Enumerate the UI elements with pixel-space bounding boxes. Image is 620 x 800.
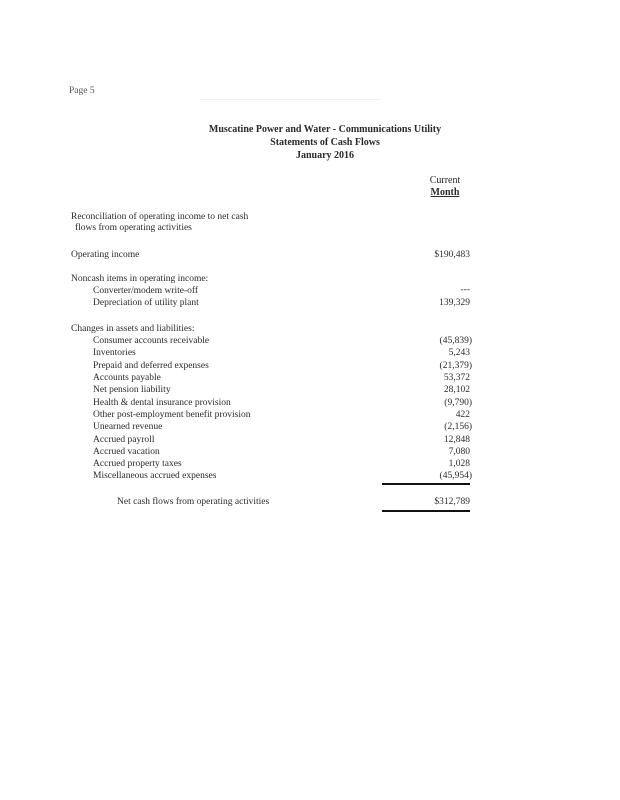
changes-label: Accrued property taxes bbox=[93, 459, 182, 469]
reconciliation-heading-line2: flows from operating activities bbox=[75, 223, 192, 233]
changes-value: 53,372 bbox=[443, 373, 470, 383]
changes-value: 422 bbox=[455, 410, 470, 420]
operating-income-label: Operating income bbox=[71, 250, 140, 260]
changes-value: 28,102 bbox=[443, 385, 470, 395]
changes-label: Inventories bbox=[93, 348, 136, 358]
noncash-label: Depreciation of utility plant bbox=[93, 298, 199, 308]
noncash-heading: Noncash items in operating income: bbox=[71, 274, 209, 284]
changes-label: Other post-employment benefit provision bbox=[93, 410, 251, 420]
changes-label: Health & dental insurance provision bbox=[93, 398, 231, 408]
changes-value: 12,848 bbox=[443, 435, 470, 445]
reconciliation-heading-line1: Reconciliation of operating income to net cash bbox=[71, 212, 249, 222]
column-header-current: Current bbox=[429, 175, 461, 186]
statement-period: January 2016 bbox=[295, 150, 355, 161]
company-title: Muscatine Power and Water - Communications Utility bbox=[208, 124, 442, 135]
changes-value: 1,028 bbox=[448, 459, 470, 469]
subtotal-rule bbox=[382, 483, 470, 485]
total-label: Net cash flows from operating activities bbox=[117, 497, 270, 507]
changes-label: Unearned revenue bbox=[93, 422, 163, 432]
changes-label: Net pension liability bbox=[93, 385, 171, 395]
page-label: Page 5 bbox=[69, 86, 95, 96]
changes-heading: Changes in assets and liabilities: bbox=[71, 324, 195, 334]
changes-label: Accrued vacation bbox=[93, 447, 160, 457]
operating-income-value: $190,483 bbox=[434, 250, 470, 260]
column-header-month: Month bbox=[430, 187, 460, 198]
changes-value: (45,954) bbox=[439, 471, 472, 481]
statement-title: Statements of Cash Flows bbox=[270, 137, 380, 148]
changes-value: 5,243 bbox=[448, 348, 470, 358]
changes-value: (21,379) bbox=[439, 361, 472, 371]
noncash-label: Converter/modem write-off bbox=[93, 286, 199, 296]
changes-value: (2,156) bbox=[444, 422, 472, 432]
changes-label: Miscellaneous accrued expenses bbox=[93, 471, 217, 481]
changes-label: Prepaid and deferred expenses bbox=[93, 361, 209, 371]
total-value: $312,789 bbox=[434, 497, 470, 507]
changes-label: Accounts payable bbox=[93, 373, 161, 383]
changes-value: (9,790) bbox=[444, 398, 472, 408]
total-rule bbox=[382, 510, 470, 512]
noncash-value: --- bbox=[460, 285, 470, 295]
noncash-value: 139,329 bbox=[439, 298, 470, 308]
scan-artifact-line bbox=[200, 99, 380, 100]
changes-label: Accrued payroll bbox=[93, 435, 155, 445]
changes-value: 7,080 bbox=[448, 447, 470, 457]
changes-value: (45,839) bbox=[439, 336, 472, 346]
changes-label: Consumer accounts receivable bbox=[93, 336, 210, 346]
